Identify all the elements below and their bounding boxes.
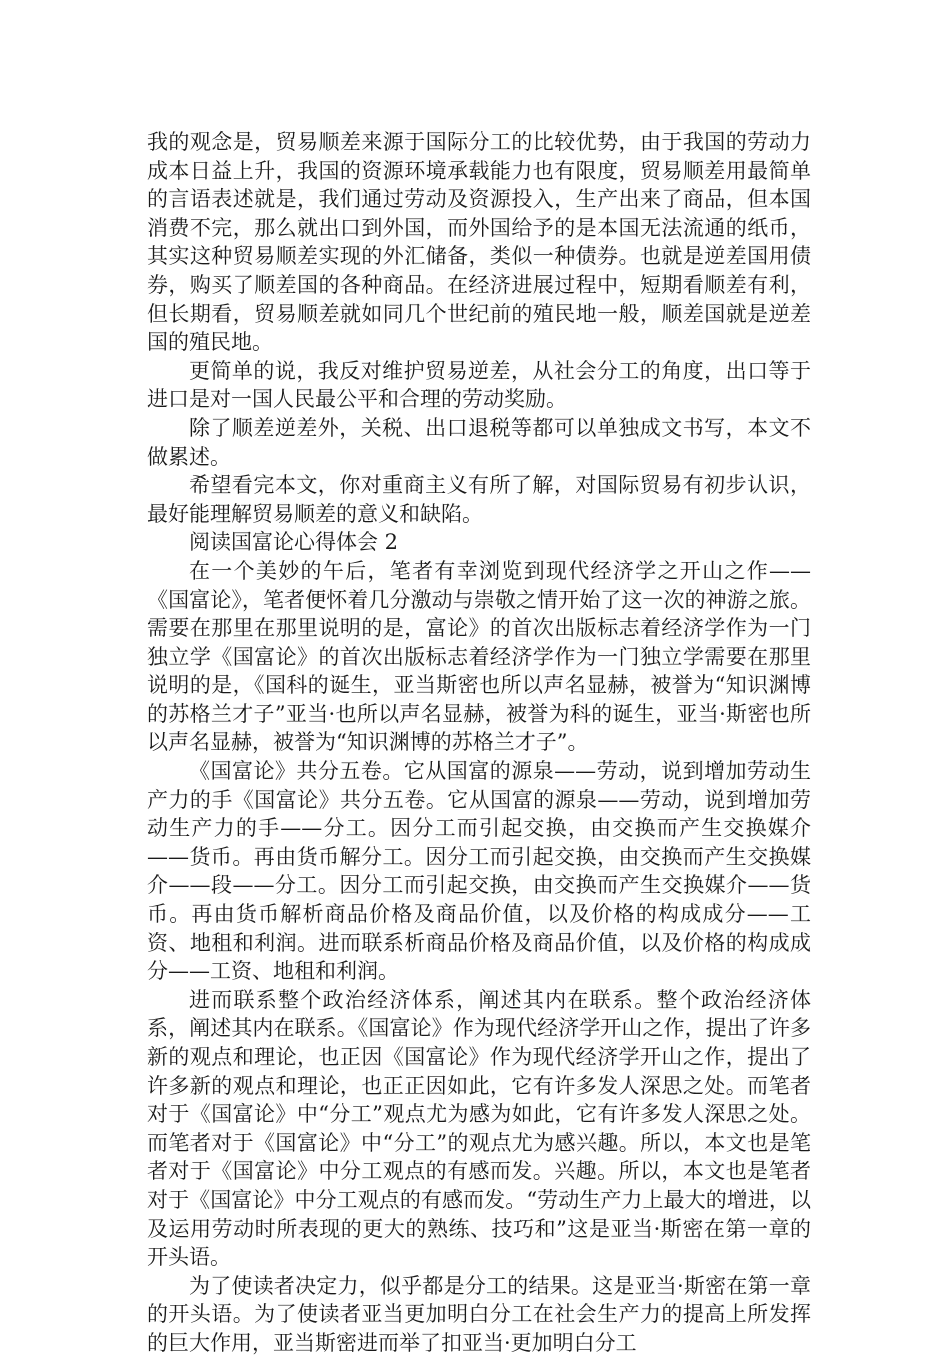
- paragraph-oppose-deficit: 更简单的说，我反对维护贸易逆差，从社会分工的角度，出口等于进口是对一国人民最公平和合理的劳动奖励。: [147, 358, 811, 412]
- paragraph-trade-surplus: 我的观念是，贸易顺差来源于国际分工的比较优势，由于我国的劳动力成本日益上升，我国的资源环境承载能力也有限度，贸易顺差用最简单的言语表述就是，我们通过劳动及资源投入，生产出来了商品，但本国消费不完，那么就出口到外国，而外国给予的是本国无法流通的纸币，其实这种贸易顺差实现的外汇储备，类似一种债券。也就是逆差国用债券，购买了顺差国的各种商品。在经济进展过程中，短期看顺差有利，但长期看，贸易顺差就如同几个世纪前的殖民地一般，顺差国就是逆差国的殖民地。: [147, 130, 811, 355]
- section-heading: 阅读国富论心得体会 2: [189, 530, 399, 555]
- paragraph-tariffs: 除了顺差逆差外，关税、出口退税等都可以单独成文书写，本文不做累述。: [147, 415, 811, 469]
- document-body: [147, 128, 811, 1358]
- paragraph-conclusion: 希望看完本文，你对重商主义有所了解，对国际贸易有初步认识，最好能理解贸易顺差的意义和缺陷。: [147, 473, 811, 526]
- paragraph-five-volumes: 《国富论》共分五卷。它从国富的源泉——劳动，说到增加劳动生产力的手《国富论》共分五卷。它从国富的源泉——劳动，说到增加劳动生产力的手——分工。因分工而引起交换，由交换而产生交换媒介——货币。再由货币解分工。因分工而引起交换，由交换而产生交换媒介——段——分工。因分工而引起交换，由交换而产生交换媒介——货币。再由货币解析商品价格及商品价值，以及价格的构成成分——工资、地租和利润。进而联系析商品价格及商品价值，以及价格的构成成分——工资、地租和利润。: [147, 759, 811, 984]
- paragraph-smith-example: 为了使读者决定力，似乎都是分工的结果。这是亚当·斯密在第一章的开头语。为了使读者亚当更加明白分工在社会生产力的提高上所发挥的巨大作用，亚当斯密进而举了扣亚当·更加明白分工: [147, 1273, 811, 1355]
- paragraph-intro-wealth-of-nations: 在一个美妙的午后，笔者有幸浏览到现代经济学之开山之作——《国富论》，笔者便怀着几分激动与崇敬之情开始了这一次的神游之旅。需要在那里在那里说明的是，富论》的首次出版标志着经济学作为一门独立学《国富论》的首次出版标志着经济学作为一门独立学需要在那里说明的是，《国科的诞生，亚当斯密也所以声名显赫，被誉为“知识渊博的苏格兰才子”亚当·也所以声名显赫，被誉为科的诞生，亚当·斯密也所以声名显赫，被誉为“知识渊博的苏格兰才子”。: [147, 558, 811, 755]
- paragraph-division-of-labor: 进而联系整个政治经济体系，阐述其内在联系。整个政治经济体系，阐述其内在联系。《国富论》作为现代经济学开山之作，提出了许多新的观点和理论，也正因《国富论》作为现代经济学开山之作，提出了许多新的观点和理论，也正正因如此，它有许多发人深思之处。而笔者对于《国富论》中“分工”观点尤为感为如此，它有许多发人深思之处。而笔者对于《国富论》中“分工”的观点尤为感兴趣。所以，本文也是笔者对于《国富论》中分工观点的有感而发。兴趣。所以，本文也是笔者对于《国富论》中分工观点的有感而发。“劳动生产力上最大的增进，以及运用劳动时所表现的更大的熟练、技巧和”这是亚当·斯密在第一章的开头语。: [147, 987, 811, 1270]
